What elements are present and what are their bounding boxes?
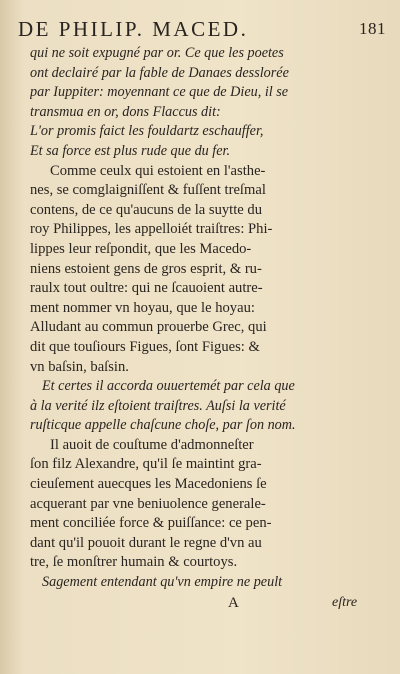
- text-line: tre, ſe monſtrer humain & courtoys.: [30, 554, 238, 571]
- main-paragraph: [30, 162, 386, 378]
- text-line: ſon filz Alexandre, qu'il ſe maintint gra-: [30, 456, 262, 473]
- text-line: raulx tout oultre: qui ne ſcauoient autre-: [30, 280, 263, 297]
- text-line: Il auoit de couſtume d'admonneſter: [50, 436, 254, 453]
- text-line: roy Philippes, les appelloiét traiſtres: Phi-: [30, 221, 273, 238]
- text-line: ment conciliée force & puiſſance: ce pen-: [30, 515, 272, 532]
- second-paragraph: [30, 436, 386, 573]
- page-footer: [30, 593, 386, 613]
- text-line: nes, se comglaigniſſent & fuſſent treſmal: [30, 182, 266, 199]
- text-line: à la verité ilz eſtoient traiſtres. Auſsi la verité: [30, 397, 286, 414]
- text-line: cieuſement auecques les Macedoniens ſe: [30, 476, 267, 493]
- text-line: dit que touſiours Figues, ſont Figues: &: [30, 338, 260, 355]
- text-line: lippes leur reſpondit, que les Macedo-: [30, 240, 252, 257]
- text-line: ont declairé par la fable de Danaes desslorée: [30, 64, 289, 81]
- signature-mark: A: [228, 594, 239, 611]
- running-head: [18, 14, 386, 44]
- text-line: Sagement entendant qu'vn empire ne peult: [42, 574, 283, 591]
- text-line: L'or promis faict les fouldartz eschauffer,: [30, 123, 264, 140]
- page-number: 181: [359, 19, 386, 38]
- text-line: ruſticque appelle chaſcune choſe, par ſon nom.: [30, 417, 296, 434]
- text-line: vn baſsin, baſsin.: [30, 358, 129, 375]
- catchword: eſtre: [332, 594, 358, 610]
- text-line: Alludant au commun prouerbe Grec, qui: [30, 319, 267, 336]
- text-line: ment nommer vn hoyau, que le hoyau:: [30, 299, 255, 316]
- text-line: par Iuppiter: moyennant ce que de Dieu, il se: [30, 84, 289, 101]
- text-line: Et certes il accorda ouuertemét par cela que: [42, 378, 295, 395]
- verse-passage: [30, 44, 386, 162]
- text-line: contens, de ce qu'aucuns de la suytte du: [30, 201, 263, 218]
- text-line: Et sa force est plus rude que du fer.: [30, 142, 231, 159]
- text-line: acquerant par vne beniuolence generale-: [30, 495, 266, 512]
- text-line: qui ne soit expugné par or. Ce que les poetes: [30, 45, 284, 61]
- text-line: niens estoient gens de gros esprit, & ru-: [30, 260, 262, 277]
- closing-passage: [30, 573, 386, 593]
- text-line: dant qu'il pouoit durant le regne d'vn au: [30, 534, 262, 551]
- commentary-passage: [30, 377, 386, 436]
- running-head-title: DE PHILIP. MACED.: [18, 17, 249, 41]
- text-line: Comme ceulx qui estoient en l'asthe-: [50, 162, 266, 179]
- text-line: transmua en or, dons Flaccus dit:: [30, 103, 221, 120]
